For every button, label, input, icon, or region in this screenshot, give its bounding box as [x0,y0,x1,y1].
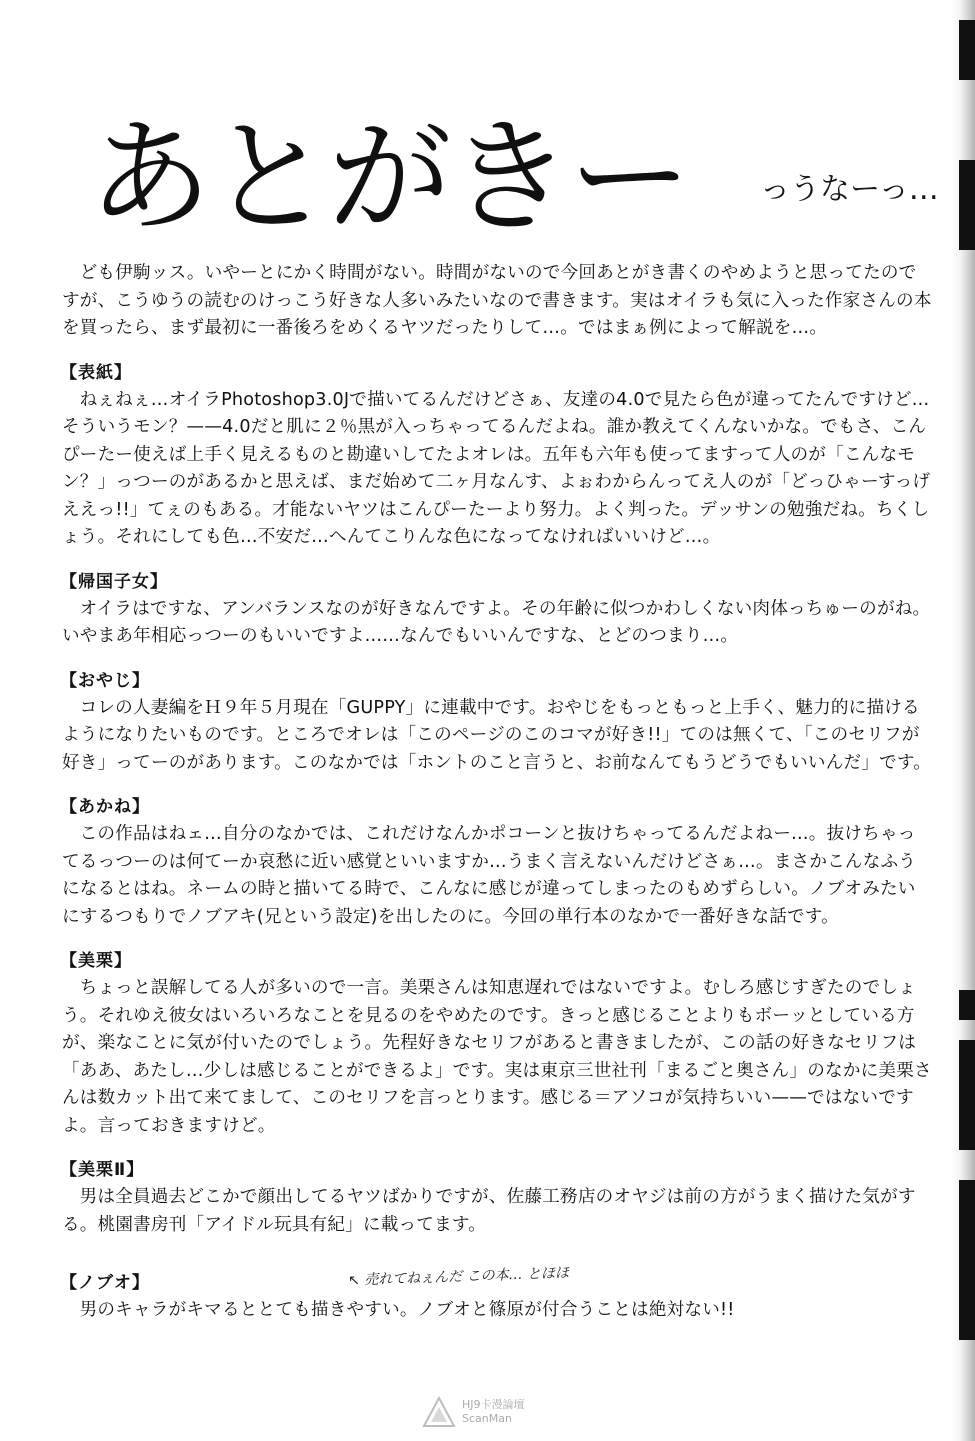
section-body: 男のキャラがキマるととても描きやすい。ノブオと篠原が付合うことは絶対ない!! [79,1300,735,1320]
watermark-text [462,1398,525,1426]
afterword-body [62,260,932,1325]
section-body: ちょっと誤解してる人が多いので一言。美栗さんは知恵遅れではないですよ。むしろ感じすぎたのでしょう。それゆえ彼女はいろいろなことを見るのをやめたのです。きっと感じることよりもボーッとしている方が、楽なことに気が付いたのでしょう。先程好きなセリフがあると書きましたが、この話の好きなセリフは「ああ、あたし…少しは感じることができるよ」です。実は東京三世社刊「まるごと奥さん」のなかに美栗さんは数カット出て来てまして、このセリフを言っとります。感じる＝アソコが気持ちいい——ではないですよ。言っておきますけど。 [62,978,932,1136]
scan-watermark [422,1392,558,1432]
section-kikoku-shijo [62,568,932,651]
section-miguri-2 [62,1156,932,1239]
section-heading: 【美栗】 [60,951,132,971]
triangle-logo-icon [422,1395,456,1429]
section-heading: 【表紙】 [60,362,132,383]
afterword-title: あとがきー [88,106,689,250]
section-heading: 【あかね】 [60,797,150,817]
section-heading: 【おやじ】 [60,670,150,691]
handwritten-margin-note: ↖ 売れてねぇんだ この本… とほほ [347,1265,570,1289]
edge-mark [959,1040,975,1150]
section-body: ねぇねぇ…オイラPhotoshop3.0Jで描いてるんだけどさぁ、友達の4.0で見たら色が違ってたんですけど…そういうモン？——4.0だと肌に２％黒が入っちゃってるんだよね。誰か教えてくんないかな。でもさ、こんぴーたー使えば上手く見えるものと勘違いしてたよオレは。五年も六年も使ってますって人のが「こんなモン？」っつーのがあるかと思えば、まだ始めて二ヶ月なんす、よぉわからんってえ人のが「どっひゃーすっげええっ!!」てぇのもある。才能ないヤツはこんぴーたーより努力。よく判った。デッサンの勉強だね。ちくしょう。それにしても色…不安だ…へんてこりんな色になってなければいいけど…。 [62,389,931,547]
section-oyaji [62,667,932,778]
section-akane [62,793,932,931]
section-heading: 【ノブオ】 [60,1273,150,1293]
edge-mark [959,160,975,250]
section-body: 男は全員過去どこかで顔出してるヤツばかりですが、佐藤工務店のオヤジは前の方がうまく描けた気がする。桃園書房刊「アイドル玩具有紀」に載ってます。 [62,1187,916,1235]
intro-paragraph: ども伊駒ッス。いやーとにかく時間がない。時間がないので今回あとがき書くのやめようと思ってたのですが、こうゆうの読むのけっこう好きな人多いみたいなので書きます。実はオイラも気に入った作家さんの本を買ったら、まず最初に一番後ろをめくるヤツだったりして…。ではまぁ例によって解説を…。 [62,263,932,338]
section-heading: 【美栗Ⅱ】 [60,1160,145,1180]
section-body: オイラはですな、アンバランスなのが好きなんですよ。その年齢に似つかわしくない肉体っちゅーのがね。いやまあ年相応っつーのもいいですよ……なんでもいいんですな、とどのつまり…。 [62,598,931,646]
watermark-line2: ScanMan [462,1412,512,1425]
section-heading: 【帰国子女】 [60,571,168,592]
section-body: コレの人妻編をＨ９年５月現在「GUPPY」に連載中です。おやじをもっともっと上手く、魅力的に描けるようになりたいものです。ところでオレは「このページのこのコマが好き!!」てのは無くて、「このセリフが好き」ってーのがあります。このなかでは「ホントのこと言うと、お前なんてもうどうでもいいんだ」です。 [62,697,932,773]
edge-mark [959,1180,975,1340]
section-cover [62,359,932,552]
section-miguri [62,947,932,1140]
section-body: この作品はねェ…自分のなかでは、これだけなんかポコーンと抜けちゃってるんだよねー…。抜けちゃってるっつーのは何てーか哀愁に近い感覚といいますか…うまく言えないんだけどさぁ…。まさかこんなふうになるとはね。ネームの時と描いてる時で、こんなに感じが違ってしまったのもめずらしい。ノブオみたいにするつもりでノブアキ(兄という設定)を出したのに。今回の単行本のなかで一番好きな話です。 [62,824,917,927]
edge-mark [959,990,975,1020]
watermark-line1: HJ9卡漫論壇 [462,1398,525,1411]
edge-mark [959,20,975,80]
afterword-title-trail: っうなーっ… [760,172,939,207]
